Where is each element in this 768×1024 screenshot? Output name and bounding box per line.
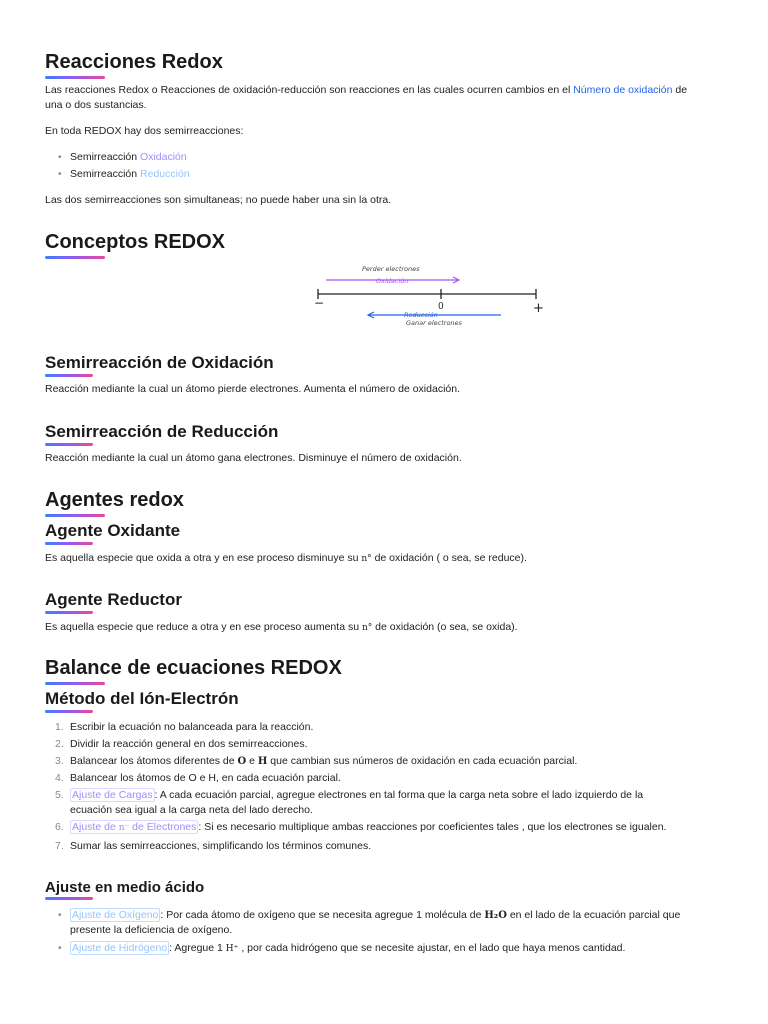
title-semirreaccion-reduccion: Semirreacción de Reducción: [45, 422, 279, 441]
list-text: : Por cada átomo de oxígeno que se necesita agregue 1 molécula de: [160, 909, 485, 921]
metodo-steps-list: [45, 720, 725, 854]
step-text: : Si es necesario multiplique ambas reacciones por coeficientes tales , que los electrones se igualen.: [198, 821, 667, 833]
title-conceptos-redox: Conceptos REDOX: [45, 231, 226, 253]
math-o: O: [237, 756, 247, 767]
step-item: [45, 754, 725, 769]
redox-number-line-diagram: [270, 262, 550, 332]
step-number: 5.: [55, 789, 64, 801]
title-underline: [45, 682, 105, 685]
reduccion-text: Reacción mediante la cual un átomo gana electrones. Disminuye el número de oxidación.: [45, 452, 462, 464]
ajuste-oxigeno-tag[interactable]: Ajuste de Oxígeno: [72, 909, 159, 921]
list-item-prefix: Semirreacción: [70, 168, 141, 180]
closing-text: Las dos semirreacciones son simultaneas; no puede haber una sin la otra.: [45, 194, 392, 206]
title-underline: [45, 256, 105, 259]
agente-oxidante-text-a: Es aquella especie que oxida a otra y en ese proceso disminuye su: [45, 552, 362, 564]
step-text: : A cada ecuación parcial, agregue electrones en tal forma que la carga neta sobre el lado izquierdo de la: [154, 789, 644, 801]
ajuste-hidrogeno-tag[interactable]: Ajuste de Hidrógeno: [72, 942, 168, 954]
agente-oxidante-text: [45, 551, 725, 567]
math-h-plus: H⁺: [225, 944, 239, 954]
ajuste-acido-list: [45, 908, 725, 957]
step-item: [45, 820, 725, 836]
step-number: 6.: [55, 821, 64, 833]
step-text: que cambian sus números de oxidación en cada ecuación parcial.: [267, 755, 578, 767]
reduccion-highlight[interactable]: Reducción: [140, 168, 190, 180]
minus-sign: −: [314, 296, 325, 310]
step-number: 3.: [55, 755, 64, 767]
step-text: Balancear los átomos diferentes de: [70, 755, 238, 767]
step-item: [45, 720, 725, 735]
step-item: [45, 737, 725, 752]
intro-text-end: de: [672, 84, 688, 96]
title-metodo-ion-electron: Método del Ión-Electrón: [45, 689, 239, 708]
title-reacciones-redox: Reacciones Redox: [45, 51, 223, 73]
list-item: [45, 908, 725, 938]
intro-paragraph: [45, 83, 725, 113]
ajuste-electrones-tag[interactable]: [70, 820, 198, 834]
math-n-oxidacion: n°: [361, 623, 373, 633]
list-text: , por cada hidrógeno que se necesite ajustar, en el lado que haya menos cantidad.: [238, 942, 626, 954]
ganar-electrones-label: Ganar electrones: [406, 319, 462, 327]
step-item: [45, 839, 725, 854]
step-text-line2: ecuación sea igual a la carga neta del lado derecho.: [70, 804, 313, 816]
title-underline: [45, 897, 93, 900]
semirreacciones-list: [45, 150, 725, 182]
list-item: [45, 941, 725, 957]
intro-text-line2: una o dos sustancias.: [45, 99, 147, 111]
title-underline: [45, 374, 93, 377]
agente-reductor-text: [45, 620, 725, 636]
plus-sign: +: [533, 301, 544, 316]
oxidacion-highlight[interactable]: Oxidación: [140, 151, 187, 163]
title-balance-ecuaciones: Balance de ecuaciones REDOX: [45, 657, 342, 679]
step-text: Dividir la reacción general en dos semirreacciones.: [70, 738, 308, 750]
title-agente-reductor: Agente Reductor: [45, 590, 182, 609]
title-agentes-redox: Agentes redox: [45, 489, 184, 511]
list-text: : Agregue 1: [169, 942, 226, 954]
step-text: Sumar las semirreacciones, simplificando los términos comunes.: [70, 840, 372, 852]
step-text: Balancear los átomos de O e H, en cada ecuación parcial.: [70, 772, 341, 784]
math-h: H: [257, 756, 268, 767]
title-ajuste-medio-acido: Ajuste en medio ácido: [45, 879, 205, 896]
list-text-line2: presente la deficiencia de oxígeno.: [70, 924, 233, 936]
list-text: en el lado de la ecuación parcial que: [506, 909, 681, 921]
oxidacion-diagram-label: Oxidación: [376, 277, 409, 285]
math-h2o: H₂O: [484, 910, 507, 921]
title-underline: [45, 710, 93, 713]
agente-reductor-text-b: de oxidación (o sea, se oxida).: [372, 621, 518, 633]
title-underline: [45, 76, 105, 79]
title-underline: [45, 611, 93, 614]
tag-text: Ajuste de: [72, 821, 119, 833]
step-text: e: [246, 755, 258, 767]
title-underline: [45, 443, 93, 446]
step-number: 2.: [55, 738, 64, 750]
perder-electrones-label: Perder electrones: [362, 265, 420, 273]
title-underline: [45, 514, 105, 517]
title-agente-oxidante: Agente Oxidante: [45, 521, 181, 540]
list-item: [45, 150, 725, 165]
step-text: Escribir la ecuación no balanceada para la reacción.: [70, 721, 314, 733]
title-semirreaccion-oxidacion: Semirreacción de Oxidación: [45, 353, 274, 372]
oxidacion-text: Reacción mediante la cual un átomo pierde electrones. Aumenta el número de oxidación.: [45, 383, 461, 395]
list-item: [45, 167, 725, 182]
agente-oxidante-text-b: de oxidación ( o sea, se reduce).: [371, 552, 527, 564]
agente-reductor-text-a: Es aquella especie que reduce a otra y en ese proceso aumenta su: [45, 621, 362, 633]
step-item: [45, 771, 725, 786]
math-n-oxidacion: n°: [361, 554, 372, 564]
numero-oxidacion-link[interactable]: Número de oxidación: [573, 84, 673, 96]
ajuste-cargas-tag[interactable]: Ajuste de Cargas: [72, 789, 153, 801]
math-n: n⁻: [118, 823, 130, 833]
step-item: [45, 788, 725, 818]
reduccion-diagram-label: Reducción: [404, 311, 438, 319]
title-underline: [45, 542, 93, 545]
zero-label: 0: [438, 302, 444, 312]
step-number: 7.: [55, 840, 64, 852]
step-number: 4.: [55, 772, 64, 784]
list-item-prefix: Semirreacción: [70, 151, 141, 163]
intro-text: Las reacciones Redox o Reacciones de oxidación-reducción son reacciones en las cuales ocurren cambios en el: [45, 84, 574, 96]
semi-intro: En toda REDOX hay dos semirreacciones:: [45, 125, 244, 137]
step-number: 1.: [55, 721, 64, 733]
tag-text: de Electrones: [129, 821, 197, 833]
